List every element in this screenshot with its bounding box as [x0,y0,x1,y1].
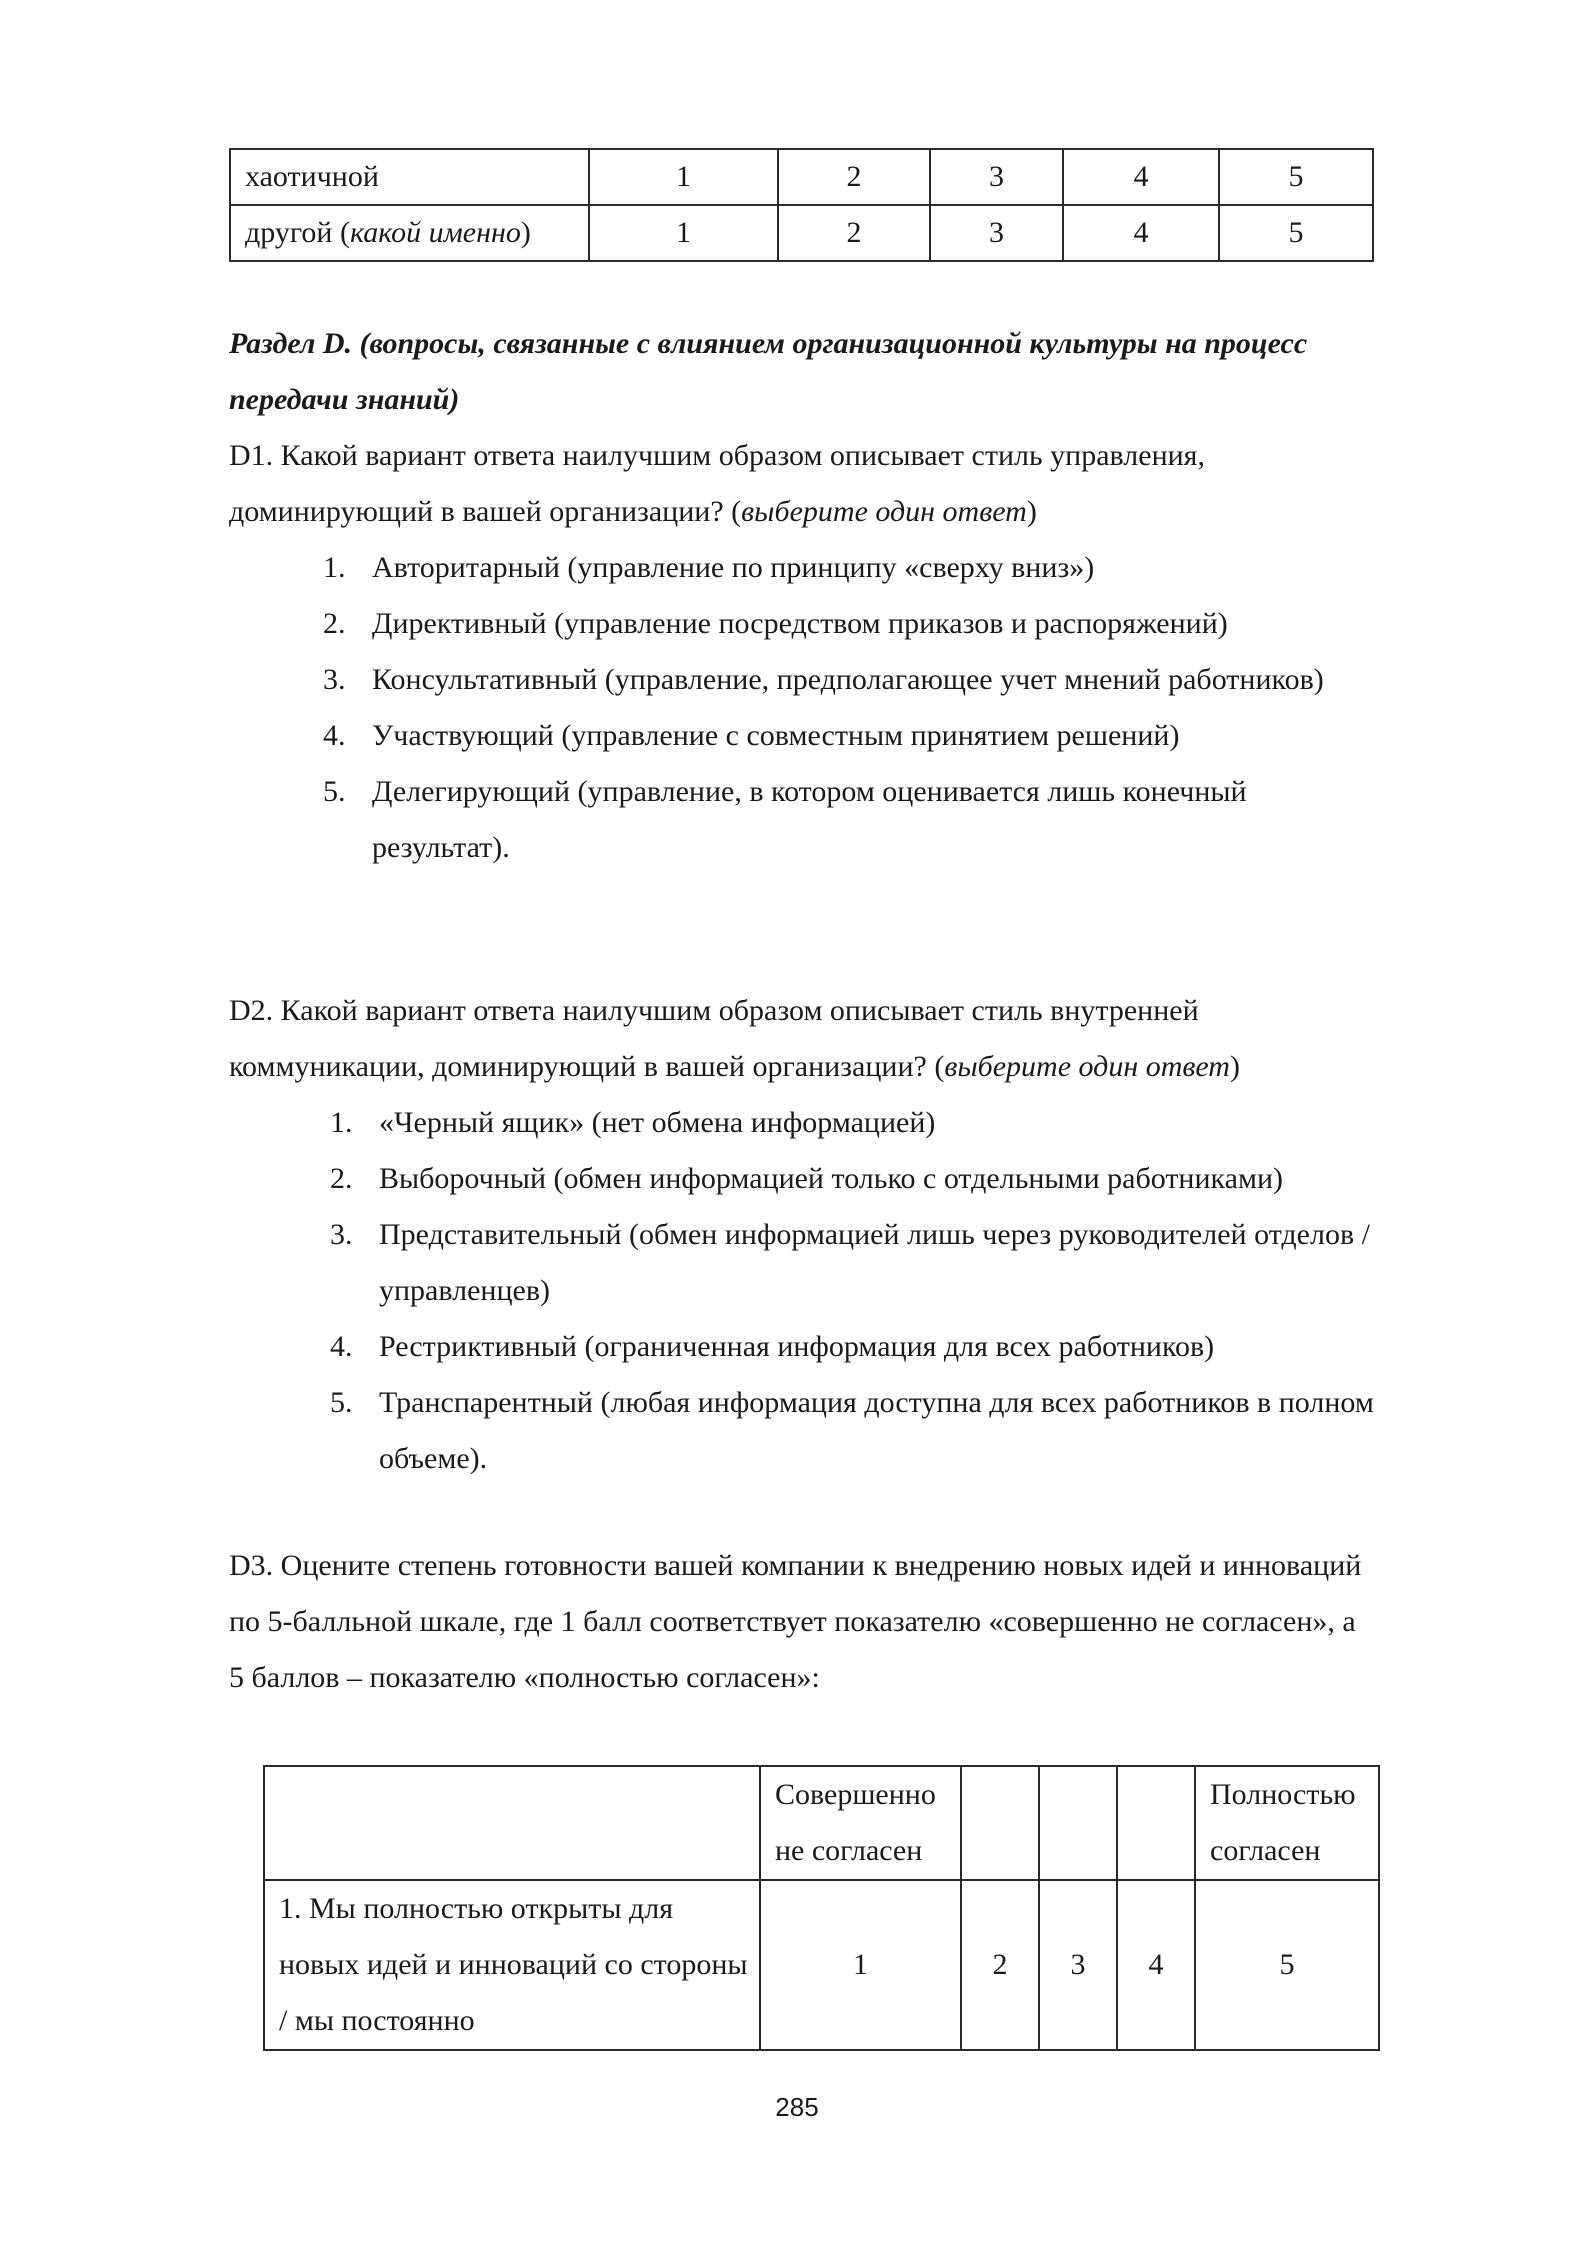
row-label: хаотичной [230,149,589,205]
rating-cell: 4 [1063,149,1219,205]
rating-cell: 3 [930,205,1063,261]
rating-cell: 4 [1117,1880,1195,2050]
question-d1: D1. Какой вариант ответа наилучшим образом описывает стиль управления, доминирующий в вашей организации? (выберите один ответ) [229,439,1205,528]
question-d2: D2. Какой вариант ответа наилучшим образом описывает стиль внутренней коммуникации, доминирующий в вашей организации? (выберите один ответ) [229,994,1240,1083]
rating-cell: 1 [760,1880,961,2050]
list-item: 3. Представительный (обмен информацией лишь через руководителей отделов / управленцев) [330,1218,1370,1307]
rating-cell: 1 [589,205,778,261]
list-item: 5. Транспарентный (любая информация доступна для всех работников в полном объеме). [330,1386,1374,1475]
rating-cell: 3 [1039,1880,1117,2050]
rating-scale-table [263,1765,1380,2051]
rating-cell: 5 [1219,205,1373,261]
list-item: 2. Выборочный (обмен информацией только с отдельными работниками) [330,1162,1283,1195]
table-header-row [264,1766,1379,1880]
section-heading: Раздел D. (вопросы, связанные с влиянием организационной культуры на процесс передачи знаний) [229,327,1308,416]
rating-cell: 5 [1219,149,1373,205]
rating-cell: 5 [1195,1880,1379,2050]
header-cell [961,1766,1039,1880]
rating-cell: 1 [589,149,778,205]
table-row [230,149,1373,205]
list-item: 1. «Черный ящик» (нет обмена информацией) [330,1106,936,1139]
rating-cell: 2 [961,1880,1039,2050]
d2-options [330,1095,1380,1487]
rating-cell: 4 [1063,205,1219,261]
rating-cell: 2 [778,205,930,261]
d1-options [323,540,1343,876]
statement-cell: 1. Мы полностью открыты для новых идей и инноваций со стороны / мы постоянно [264,1880,760,2050]
rating-table-continued [229,148,1374,262]
row-label: другой (какой именно) [230,205,589,261]
list-item: 3. Консультативный (управление, предполагающее учет мнений работников) [323,663,1324,696]
list-item: 1. Авторитарный (управление по принципу «сверху вниз») [323,551,1095,584]
header-cell: Совершенно не согласен [760,1766,961,1880]
question-d3: D3. Оцените степень готовности вашей компании к внедрению новых идей и инноваций по 5-балльной шкале, где 1 балл соответствует показателю «совершенно не согласен», а 5 баллов – показателю «полностью согласен»: [229,1549,1362,1694]
list-item: 5. Делегирующий (управление, в котором оценивается лишь конечный результат). [323,775,1247,864]
list-item: 4. Участвующий (управление с совместным принятием решений) [323,719,1180,752]
header-cell [1117,1766,1195,1880]
list-item: 2. Директивный (управление посредством приказов и распоряжений) [323,607,1228,640]
table-row [264,1880,1379,2050]
table-row [230,205,1373,261]
page-number: 285 [775,2092,819,2122]
list-item: 4. Рестриктивный (ограниченная информация для всех работников) [330,1330,1215,1363]
rating-cell: 2 [778,149,930,205]
header-cell: Полностью согласен [1195,1766,1379,1880]
header-cell [1039,1766,1117,1880]
header-cell [264,1766,760,1880]
rating-cell: 3 [930,149,1063,205]
